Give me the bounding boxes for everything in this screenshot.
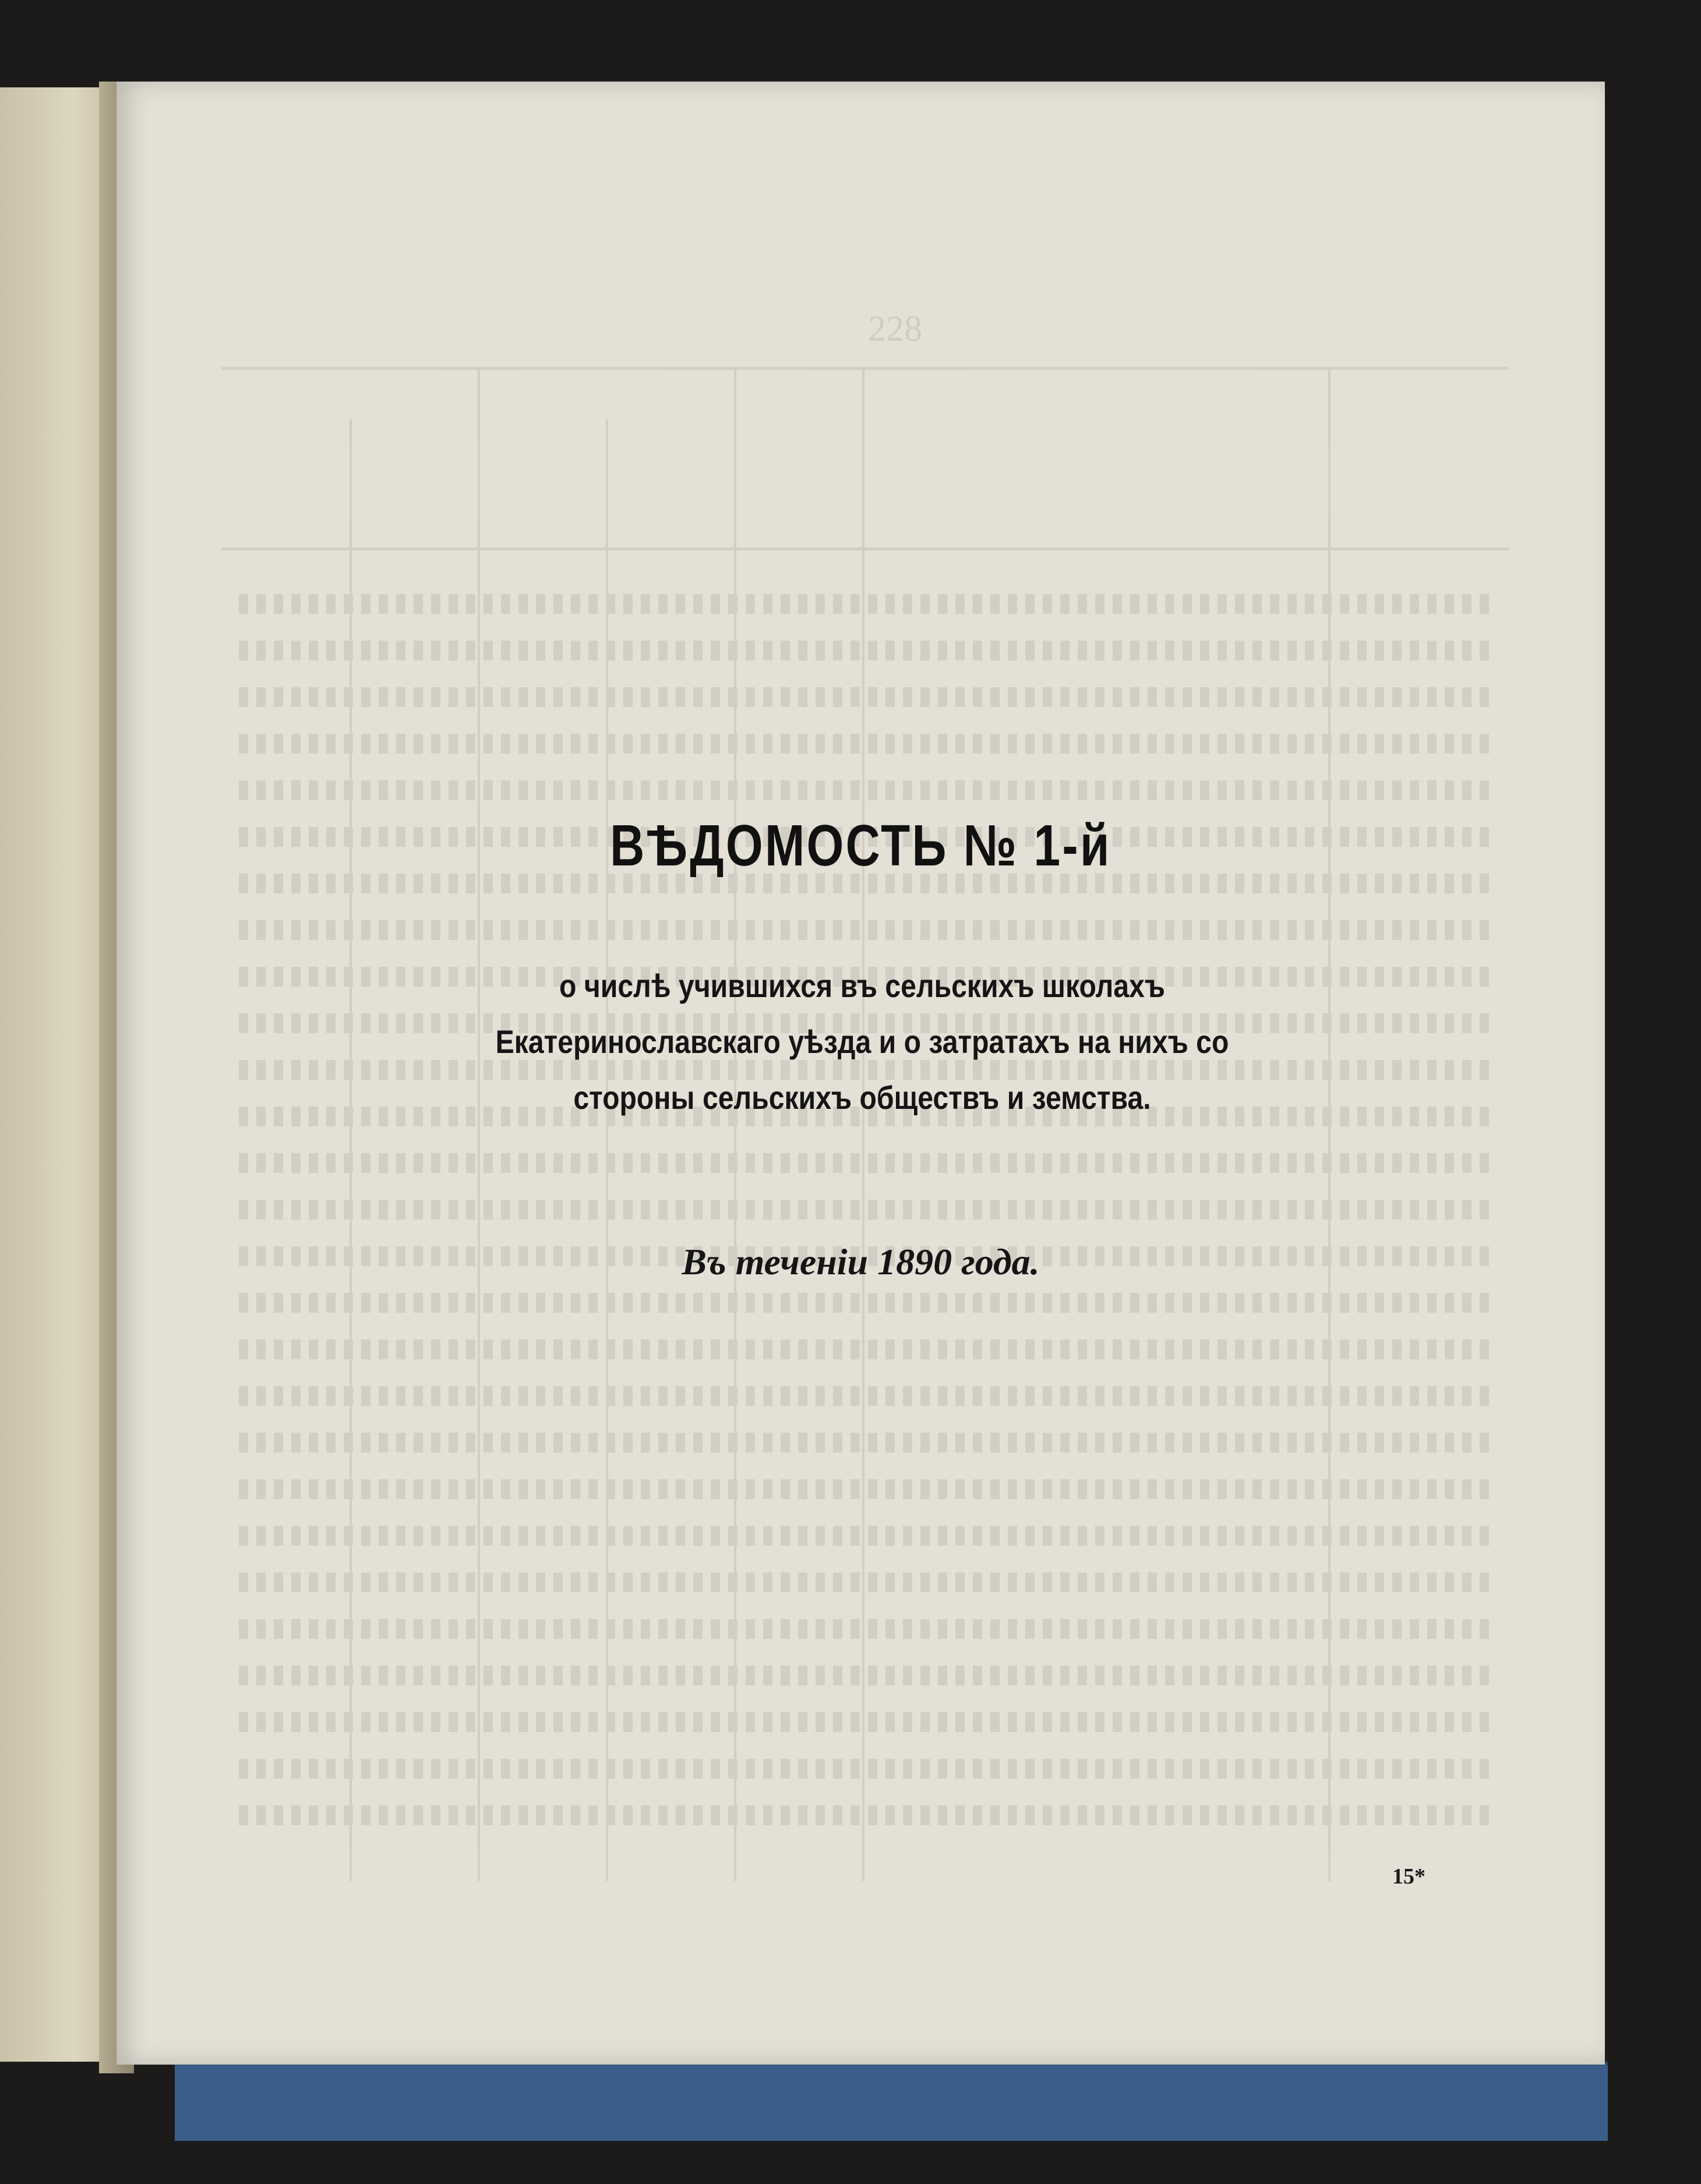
bleed-through-page-number: 228 xyxy=(868,309,922,349)
document-title: ВѢДОМОСТЬ № 1-й xyxy=(610,813,1111,878)
document-subtitle: о числѣ учившихся въ сельскихъ школахъ Екатеринославскаго уѣзда и о затратахъ на нихъ со стороны сельскихъ обществъ и земства. xyxy=(495,967,1229,1116)
page-signature: 15* xyxy=(1392,1864,1425,1889)
document-period: Въ теченіи 1890 года. xyxy=(682,1241,1040,1282)
document-page xyxy=(117,82,1605,2065)
book-cover-edge xyxy=(175,2062,1608,2141)
